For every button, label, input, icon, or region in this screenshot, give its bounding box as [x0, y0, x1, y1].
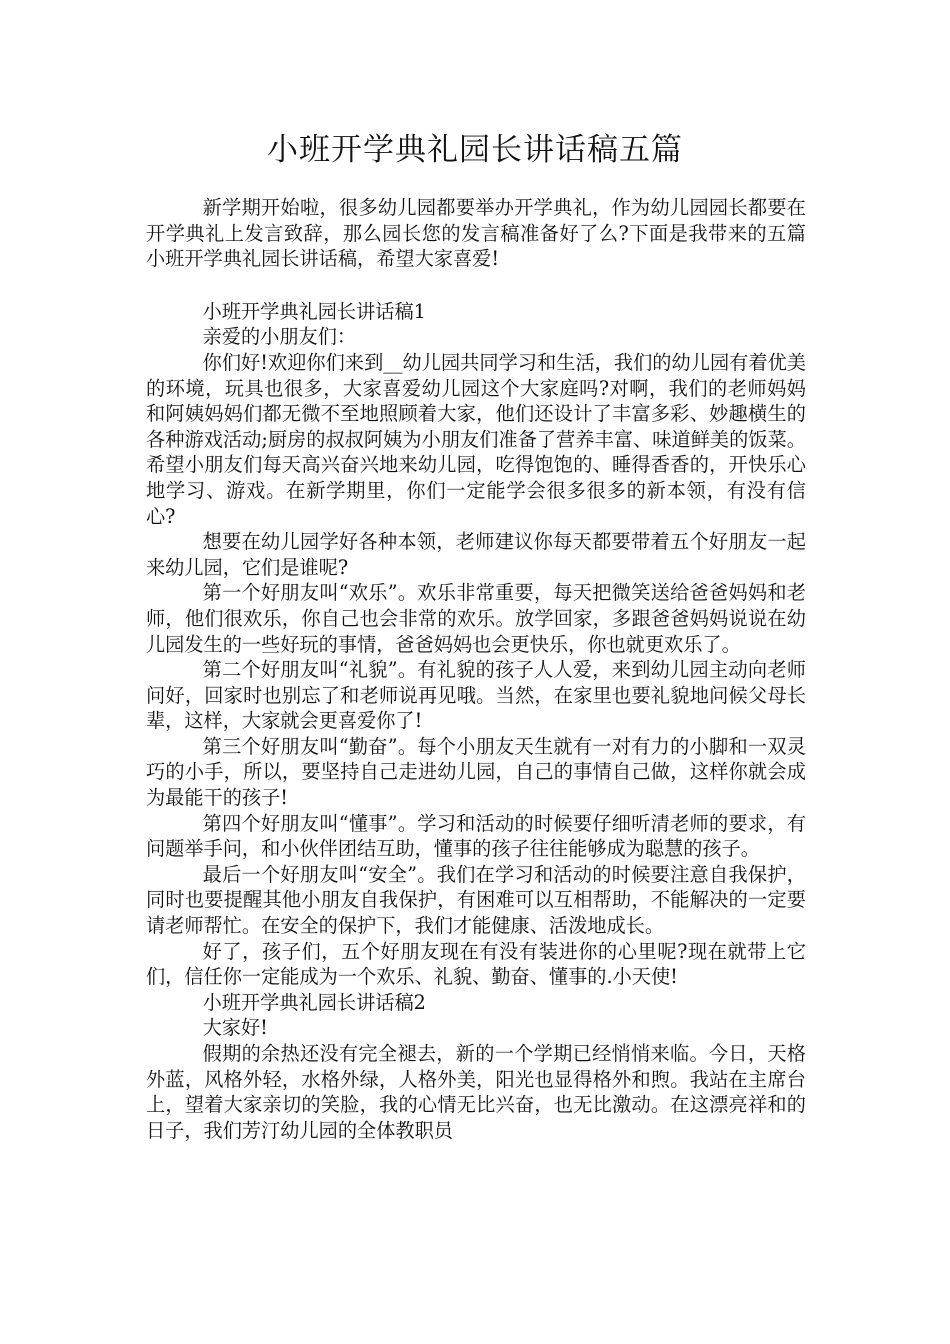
body-paragraph: 第四个好朋友叫“懂事”。学习和活动的时候要仔细听清老师的要求，有问题举手问，和小伙伴团结互助，懂事的孩子往往能够成为聪慧的孩子。	[146, 811, 806, 861]
body-paragraph: 你们好!欢迎你们来到__幼儿园共同学习和生活，我们的幼儿园有着优美的环境，玩具也很多，大家喜爱幼儿园这个大家庭吗?对啊，我们的老师妈妈和阿姨妈妈们都无微不至地照顾着大家，他们还设计了丰富多彩、妙趣横生的各种游戏活动;厨房的叔叔阿姨为小朋友们准备了营养丰富、味道鲜美的饭菜。希望小朋友们每天高兴奋兴地来幼儿园，吃得饱饱的、睡得香香的，开快乐心地学习、游戏。在新学期里，你们一定能学会很多很多的新本领，有没有信心?	[146, 350, 806, 528]
speech-2-heading: 小班开学典礼园长讲话稿2	[202, 990, 426, 1014]
speech-2-greeting: 大家好!	[202, 1016, 268, 1040]
body-paragraph: 第一个好朋友叫“欢乐”。欢乐非常重要，每天把微笑送给爸爸妈妈和老师，他们很欢乐，你自己也会非常的欢乐。放学回家，多跟爸爸妈妈说说在幼儿园发生的一些好玩的事情，爸爸妈妈也会更快乐，你也就更欢乐了。	[146, 581, 806, 656]
body-paragraph: 想要在幼儿园学好各种本领，老师建议你每天都要带着五个好朋友一起来幼儿园，它们是谁呢?	[146, 530, 806, 579]
intro-paragraph: 新学期开始啦，很多幼儿园都要举办开学典礼，作为幼儿园园长都要在开学典礼上发言致辞，那么园长您的发言稿准备好了么?下面是我带来的五篇小班开学典礼园长讲话稿，希望大家喜爱!	[146, 196, 806, 271]
body-paragraph: 好了，孩子们，五个好朋友现在有没有装进你的心里呢?现在就带上它们，信任你一定能成为一个欢乐、礼貌、勤奋、懂事的.小天使!	[146, 939, 806, 989]
body-paragraph: 第三个好朋友叫“勤奋”。每个小朋友天生就有一对有力的小脚和一双灵巧的小手，所以，要坚持自己走进幼儿园，自己的事情自己做，这样你就会成为最能干的孩子!	[146, 734, 806, 810]
body-paragraph: 假期的余热还没有完全褪去，新的一个学期已经悄悄来临。今日，天格外蓝，风格外轻，水格外绿，人格外美，阳光也显得格外和煦。我站在主席台上，望着大家亲切的笑脸，我的心情无比兴奋，也无比激动。在这漂亮祥和的日子，我们芳汀幼儿园的全体教职员	[146, 1042, 806, 1142]
document-body	[146, 195, 806, 1143]
speech-1-greeting: 亲爱的小朋友们：	[202, 325, 357, 349]
body-paragraph: 最后一个好朋友叫“安全”。我们在学习和活动的时候要注意自我保护，同时也要提醒其他小朋友自我保护，有困难可以互相帮助，不能解决的一定要请老师帮忙。在安全的保护下，我们才能健康、活泼地成长。	[146, 862, 806, 938]
body-paragraph: 第二个好朋友叫“礼貌”。有礼貌的孩子人人爱，来到幼儿园主动向老师问好，回家时也别忘了和老师说再见哦。当然，在家里也要礼貌地问候父母长辈，这样，大家就会更喜爱你了!	[146, 658, 806, 733]
document-title: 小班开学典礼园长讲话稿五篇	[267, 132, 683, 168]
speech-1-heading: 小班开学典礼园长讲话稿1	[202, 299, 426, 323]
